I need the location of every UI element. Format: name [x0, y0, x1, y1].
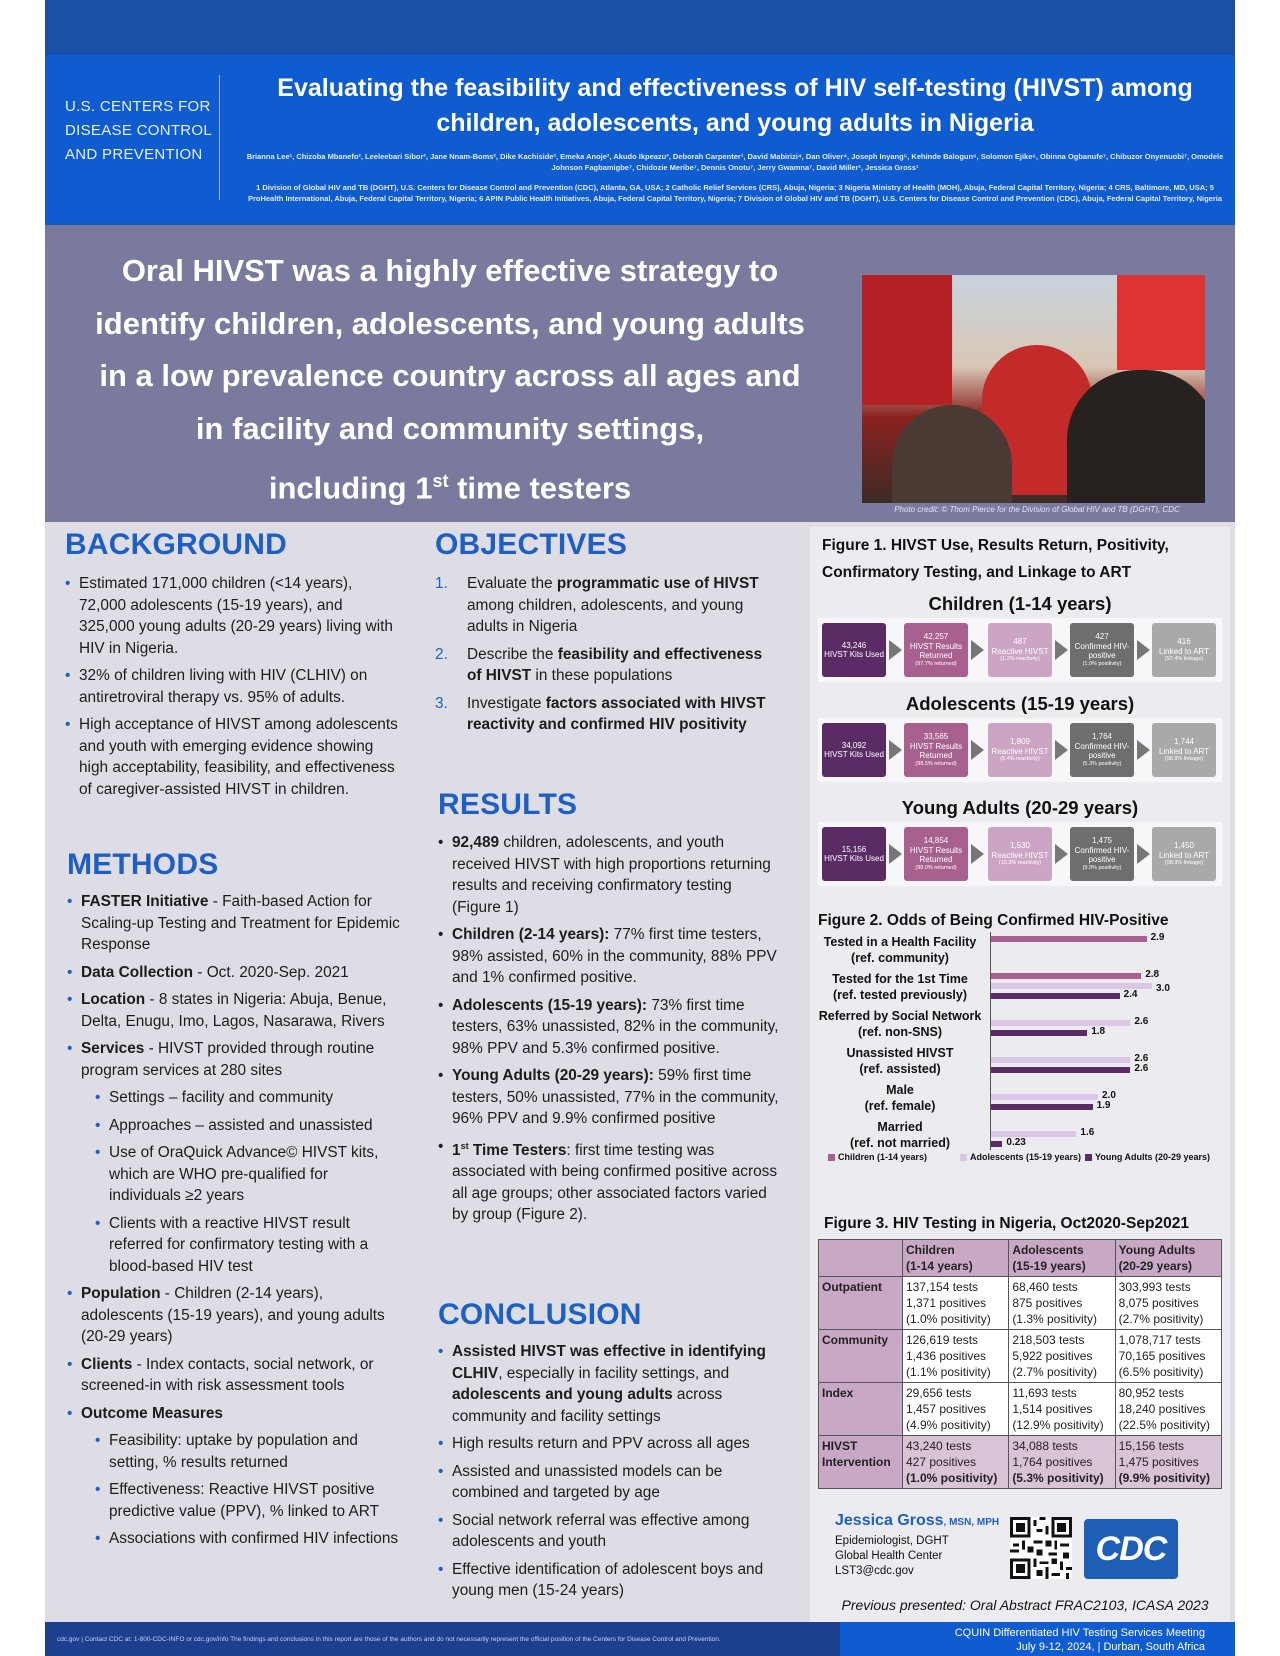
category-label: Unassisted HIVST (ref. assisted) — [846, 1046, 954, 1076]
flow-arrow-icon — [889, 640, 902, 660]
photo-credit: Photo credit: © Thom Pierce for the Division of Global HIV and TB (DGHT), CDC — [894, 505, 1180, 514]
list-item: • Children (2-14 years): 77% first time testers, 98% assisted, 60% in the community, 88% PPV and 1% confirmed positive. — [438, 924, 783, 989]
list-subitem: • Clients with a reactive HIVST result referred for confirmatory testing with a blood-based HIV test — [95, 1213, 402, 1278]
key-message-line: in facility and community settings, — [195, 410, 705, 446]
list-item: • 1st Time Testers: first time testing was associated with being confirmed positive across all age groups; other associated factors varied by group (Figure 2). — [438, 1136, 783, 1226]
odds-chart — [810, 932, 1230, 1162]
contact-role: Epidemiologist, DGHT — [835, 1535, 949, 1547]
list-item: • High results return and PPV across all ages — [438, 1433, 783, 1455]
flow-box: 34,092 HIVST Kits Used — [822, 723, 886, 777]
table-cell: 43,240 tests 427 positives (1.0% positivity) — [903, 1436, 1009, 1489]
flow-arrow-icon — [1137, 740, 1150, 760]
bar — [990, 993, 1120, 999]
list-item: • Outcome Measures — [67, 1403, 402, 1425]
background-list — [65, 573, 400, 806]
flow-box: 14,854 HIVST Results Returned (98.0% returned) — [904, 827, 968, 881]
footer-meeting: CQUIN Differentiated HIV Testing Services Meeting July 9-12, 2024, | Durban, South Africa — [840, 1622, 1235, 1656]
bar-value-label: 1.8 — [1091, 1026, 1106, 1037]
table-cell: 11,693 tests 1,514 positives (12.9% positivity) — [1009, 1383, 1115, 1436]
figures-panel — [810, 527, 1230, 1622]
bar — [990, 1141, 1002, 1147]
list-item: • Assisted HIVST was effective in identifying CLHIV, especially in facility settings, and adolescents and young adults across community and facility settings — [438, 1341, 783, 1427]
list-subitem: • Feasibility: uptake by population and setting, % results returned — [95, 1430, 402, 1473]
row-header: Index — [819, 1383, 903, 1436]
bar-value-label: 2.8 — [1145, 969, 1160, 980]
table-cell: 137,154 tests 1,371 positives (1.0% positivity) — [903, 1277, 1009, 1330]
list-item: • Clients - Index contacts, social network, or screened-in with risk assessment tools — [67, 1354, 402, 1397]
bar-value-label: 2.9 — [1150, 932, 1165, 943]
flow-box: 416 Linked to ART (97.4% linkage) — [1152, 623, 1216, 677]
conclusion-heading: CONCLUSION — [438, 1298, 642, 1331]
qr-code-icon[interactable] — [1010, 1517, 1072, 1579]
bar-value-label: 3.0 — [1156, 983, 1170, 994]
flow-row-young-adults — [818, 822, 1222, 886]
flow-arrow-icon — [1055, 844, 1068, 864]
bar — [990, 936, 1147, 942]
flow-box: 1,809 Reactive HIVST (5.4% reactivity) — [988, 723, 1052, 777]
row-header: Outpatient — [819, 1277, 903, 1330]
poster-title: Evaluating the feasibility and effectiveness of HIV self-testing (HIVST) among children, adolescents, and young adults in Nigeria — [277, 74, 1193, 137]
key-message-line: identify children, adolescents, and young adults — [95, 305, 805, 341]
agency-line: AND PREVENTION — [65, 146, 203, 163]
column-header: Adolescents (15-19 years) — [1009, 1240, 1115, 1277]
group-title: Young Adults (20-29 years) — [901, 797, 1139, 818]
affiliations: 1 Division of Global HIV and TB (DGHT), U.S. Centers for Disease Control and Prevention (CDC), Atlanta, GA, USA; 2 Catholic Relief Services (CRS), Abuja, Nigeria; 3 Nigeria Ministry of Health (MOH), Abuja, Federal Capital Territory, Nigeria; 4 CRS, Baltimore, MD, USA; 5 ProHealth International, Abuja, Federal Capital Territory, Nigeria; 6 APIN Public Health Initiatives, Abuja, Federal Capital Territory, Nigeria; 7 Division of Global HIV and TB (DGHT), U.S. Centers for Disease Control and Prevention (CDC), Abuja, Federal Capital Territory, Nigeria — [247, 183, 1223, 203]
list-subitem: • Use of OraQuick Advance© HIVST kits, which are WHO pre-qualified for individuals ≥2 years — [95, 1142, 402, 1207]
flow-box: 43,246 HIVST Kits Used — [822, 623, 886, 677]
list-item: • Assisted and unassisted models can be combined and targeted by age — [438, 1461, 783, 1504]
table-cell: 80,952 tests 18,240 positives (22.5% positivity) — [1115, 1383, 1221, 1436]
bar — [990, 1094, 1098, 1100]
bar-value-label: 0.23 — [1006, 1137, 1026, 1148]
agency-line: DISEASE CONTROL — [65, 122, 213, 139]
flow-arrow-icon — [1055, 640, 1068, 660]
key-message-line: in a low prevalence country across all ages and — [99, 358, 801, 393]
footer — [45, 1622, 1235, 1656]
flow-arrow-icon — [1055, 740, 1068, 760]
table-row — [819, 1277, 1222, 1330]
column-header: Young Adults (20-29 years) — [1115, 1240, 1221, 1277]
bar-value-label: 2.6 — [1134, 1063, 1149, 1074]
list-item: • Services - HIVST provided through routine program services at 280 sites — [67, 1038, 402, 1081]
list-item: 2. Describe the feasibility and effectiveness of HIVST in these populations — [435, 645, 763, 684]
bar — [990, 1020, 1130, 1026]
category-label: Tested in a Health Facility (ref. community) — [823, 935, 977, 965]
flow-box: 487 Reactive HIVST (1.2% reactivity) — [988, 623, 1052, 677]
list-subitem: • Associations with confirmed HIV infections — [95, 1528, 402, 1550]
legend-item: Young Adults (20-29 years) — [1085, 1152, 1210, 1162]
group-title: Adolescents (15-19 years) — [905, 693, 1135, 714]
agency-line: U.S. CENTERS FOR — [65, 98, 211, 115]
flow-arrow-icon — [1137, 844, 1150, 864]
list-item: • 32% of children living with HIV (CLHIV) on antiretroviral therapy vs. 95% of adults. — [65, 665, 400, 708]
table-cell: 218,503 tests 5,922 positives (2.7% positivity) — [1009, 1330, 1115, 1383]
table-cell: 68,460 tests 875 positives (1.3% positivity) — [1009, 1277, 1115, 1330]
figure3-title: Figure 3. HIV Testing in Nigeria, Oct2020-Sep2021 — [824, 1215, 1189, 1232]
flow-box: 1,475 Confirmed HIV-positive (9.9% positivity) — [1070, 827, 1134, 881]
table-row — [819, 1383, 1222, 1436]
list-item: • Estimated 171,000 children (<14 years), 72,000 adolescents (15-19 years), and 325,000 young adults (20-29 years) living with HIV in Nigeria. — [65, 573, 400, 659]
table-row — [819, 1436, 1222, 1489]
flow-box: 42,257 HIVST Results Returned (97.7% returned) — [904, 623, 968, 677]
bar — [990, 1131, 1076, 1137]
flow-box: 33,565 HIVST Results Returned (98.5% returned) — [904, 723, 968, 777]
flow-box: 1,450 Linked to ART (98.3% linkage) — [1152, 827, 1216, 881]
legend-item: Adolescents (15-19 years) — [960, 1152, 1081, 1162]
list-subitem: • Effectiveness: Reactive HIVST positive predictive value (PPV), % linked to ART — [95, 1479, 402, 1522]
list-item: 3. Investigate factors associated with HIVST reactivity and confirmed HIV positivity — [435, 694, 766, 733]
list-item: • Adolescents (15-19 years): 73% first time testers, 63% unassisted, 82% in the community, 98% PPV and 5.3% confirmed positive. — [438, 995, 783, 1060]
group-title: Children (1-14 years) — [928, 593, 1112, 614]
previous-presentation: Previous presented: Oral Abstract FRAC2103, ICASA 2023 — [841, 1597, 1209, 1613]
bar — [990, 1104, 1093, 1110]
list-subitem: • Settings – facility and community — [95, 1087, 402, 1109]
category-label: Tested for the 1st Time (ref. tested previously) — [832, 972, 968, 1002]
table-cell: 126,619 tests 1,436 positives (1.1% positivity) — [903, 1330, 1009, 1383]
key-message — [65, 245, 835, 515]
list-item: • Young Adults (20-29 years): 59% first time testers, 50% unassisted, 77% in the community, 96% PPV and 9.9% confirmed positive — [438, 1065, 783, 1130]
row-header: Community — [819, 1330, 903, 1383]
flow-box: 427 Confirmed HIV-positive (1.0% positivity) — [1070, 623, 1134, 677]
list-item: • High acceptance of HIVST among adolescents and youth with emerging evidence showing high acceptability, feasibility, and effectiveness of caregiver-assisted HIVST in children. — [65, 714, 400, 800]
flow-box: 1,764 Confirmed HIV-positive (5.3% positivity) — [1070, 723, 1134, 777]
field-photo — [862, 275, 1205, 503]
legend-item: Children (1-14 years) — [828, 1152, 927, 1162]
bar — [990, 1057, 1130, 1063]
key-message-line: including 1st time testers — [268, 470, 632, 506]
flow-row-children — [818, 618, 1222, 682]
header — [45, 55, 1235, 225]
agency-name — [65, 95, 220, 167]
flow-row-adolescents — [818, 718, 1222, 782]
flow-arrow-icon — [971, 640, 984, 660]
cdc-logo: CDC — [1084, 1519, 1178, 1579]
list-item: • Data Collection - Oct. 2020-Sep. 2021 — [67, 962, 402, 984]
author-list: Brianna Lee¹, Chizoba Mbanefo², Leeleebari Sibor², Jane Nnam-Boms², Dike Kachiside², Emeka Anoje², Akudo Ikpeazu³, Deborah Carpenter¹, David Mabirizi⁴, Dan Oliver⁴, Joseph Inyang⁵, Kehinde Balogun⁶, Solomon Ejike⁶, Obinna Ogbanufe⁷, Chibuzor Onyenuobi⁷, Omodele Johnson Fagbamigbe⁷, Chidozie Meribe⁷, Dennis Onotu⁷, Jerry Gwamna⁷, David Miller¹, Jessica Gross¹ — [246, 152, 1224, 172]
list-item: • Social network referral was effective among adolescents and youth — [438, 1510, 783, 1553]
flow-box: 15,156 HIVST Kits Used — [822, 827, 886, 881]
footer-disclaimer: cdc.gov | Contact CDC at: 1-800-CDC-INFO or cdc.gov/info The findings and conclusions in this report are those of the authors and do not necessarily represent the official position of the Centers for Disease Control and Prevention. — [57, 1636, 721, 1643]
key-message-line: Oral HIVST was a highly effective strategy to — [121, 253, 779, 288]
category-label: Male (ref. female) — [864, 1083, 936, 1113]
flow-arrow-icon — [971, 740, 984, 760]
list-item: 1. Evaluate the programmatic use of HIVST among children, adolescents, and young adults in Nigeria — [435, 575, 759, 635]
table-row — [819, 1330, 1222, 1383]
column-header: Children (1-14 years) — [903, 1240, 1009, 1277]
list-item: • Location - 8 states in Nigeria: Abuja, Benue, Delta, Enugu, Imo, Lagos, Nasarawa, Rivers — [67, 989, 402, 1032]
category-label: Married (ref. not married) — [849, 1120, 950, 1150]
objectives-list — [435, 573, 775, 742]
testing-table — [818, 1239, 1222, 1489]
table-corner — [819, 1240, 903, 1277]
figure1-title: Figure 1. HIVST Use, Results Return, Positivity, Confirmatory Testing, and Linkage to ART — [822, 537, 1169, 581]
table-cell: 34,088 tests 1,764 positives (5.3% positivity) — [1009, 1436, 1115, 1489]
objectives-heading: OBJECTIVES — [435, 528, 628, 561]
bar — [990, 1030, 1087, 1036]
flow-arrow-icon — [971, 844, 984, 864]
chart-axis — [990, 932, 991, 1150]
contact-center: Global Health Center — [835, 1550, 943, 1562]
header-divider — [219, 75, 220, 200]
top-strip — [45, 0, 1235, 55]
background-heading: BACKGROUND — [65, 528, 287, 561]
list-item: • 92,489 children, adolescents, and youth received HIVST with high proportions returning results and receiving confirmatory testing (Figure 1) — [438, 832, 783, 918]
bar — [990, 973, 1141, 979]
table-cell: 303,993 tests 8,075 positives (2.7% positivity) — [1115, 1277, 1221, 1330]
row-header: HIVST Intervention — [819, 1436, 903, 1489]
bar-value-label: 2.6 — [1134, 1053, 1149, 1064]
bar-value-label: 2.6 — [1134, 1016, 1149, 1027]
poster — [45, 0, 1235, 1656]
list-item: • FASTER Initiative - Faith-based Action for Scaling-up Testing and Treatment for Epidemic Response — [67, 891, 402, 956]
flow-arrow-icon — [889, 844, 902, 864]
contact-email[interactable]: LST3@cdc.gov — [835, 1565, 914, 1577]
list-item: • Effective identification of adolescent boys and young men (15-24 years) — [438, 1559, 783, 1602]
flow-arrow-icon — [889, 740, 902, 760]
table-cell: 15,156 tests 1,475 positives (9.9% positivity) — [1115, 1436, 1221, 1489]
table-cell: 29,656 tests 1,457 positives (4.9% positivity) — [903, 1383, 1009, 1436]
key-message-banner — [45, 225, 1235, 522]
bar-value-label: 2.0 — [1102, 1090, 1116, 1101]
contact-name: Jessica Gross, MSN, MPH — [835, 1512, 1000, 1529]
conclusion-list — [438, 1341, 783, 1608]
methods-heading: METHODS — [67, 848, 219, 881]
figure2-title: Figure 2. Odds of Being Confirmed HIV-Positive — [818, 912, 1169, 929]
list-subitem: • Approaches – assisted and unassisted — [95, 1115, 402, 1137]
category-label: Referred by Social Network (ref. non-SNS) — [818, 1009, 982, 1039]
flow-box: 1,744 Linked to ART (98.9% linkage) — [1152, 723, 1216, 777]
flow-arrow-icon — [1137, 640, 1150, 660]
bar — [990, 1067, 1130, 1073]
list-item: • Population - Children (2-14 years), adolescents (15-19 years), and young adults (20-29 years) — [67, 1283, 402, 1348]
bar-value-label: 1.9 — [1096, 1100, 1111, 1111]
results-list — [438, 832, 783, 1232]
table-cell: 1,078,717 tests 70,165 positives (6.5% positivity) — [1115, 1330, 1221, 1383]
bar-value-label: 2.4 — [1123, 989, 1138, 1000]
bar-value-label: 1.6 — [1080, 1127, 1095, 1138]
results-heading: RESULTS — [438, 788, 578, 821]
flow-box: 1,530 Reactive HIVST (10.3% reactivity) — [988, 827, 1052, 881]
methods-list — [67, 891, 402, 1556]
